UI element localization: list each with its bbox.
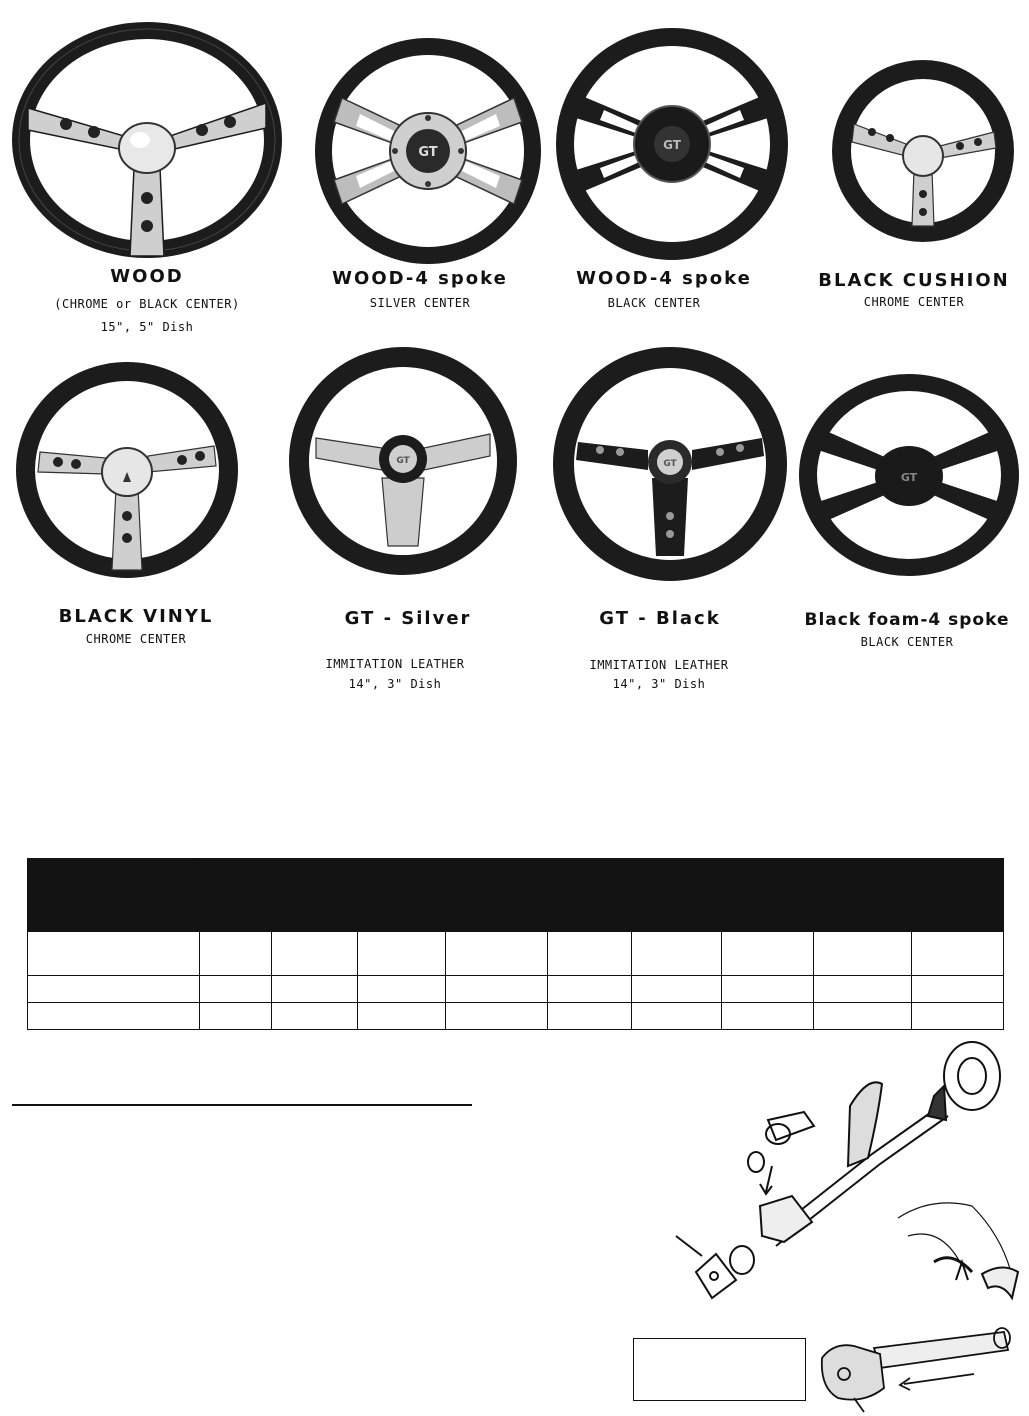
wood-steering-wheel-image (6, 18, 288, 262)
black-vinyl-wheel-image (14, 360, 240, 580)
wheel-1-subtitle-2: 15", 5" Dish (100, 320, 194, 334)
table-header-cell (28, 859, 200, 932)
svg-text:GT: GT (663, 138, 681, 152)
wheel-7-subtitle-1: IMMITATION LEATHER (589, 658, 729, 672)
wheel-5-subtitle-1: CHROME CENTER (85, 632, 187, 646)
wheel-8-subtitle-1: BLACK CENTER (860, 635, 954, 649)
gt-black-wheel-image (550, 346, 790, 582)
steering-column-diagram (672, 1036, 1024, 1312)
table-header-cell (200, 859, 1004, 932)
blank-label-box (633, 1338, 806, 1401)
wheel-4-subtitle-1: CHROME CENTER (863, 295, 965, 309)
wheel-5-title: BLACK VINYL (58, 606, 214, 627)
wheel-1-subtitle-1: (CHROME or BLACK CENTER) (54, 297, 240, 311)
black-foam-4-spoke-wheel-image (798, 372, 1020, 578)
wood-4-spoke-black-wheel-image (554, 26, 790, 262)
wheel-3-subtitle-1: BLACK CENTER (607, 296, 701, 310)
spec-table (27, 858, 1004, 1030)
gt-silver-wheel-image (286, 346, 520, 576)
wheel-3-title: WOOD-4 spoke (576, 268, 752, 289)
wheel-2-subtitle-1: SILVER CENTER (369, 296, 471, 310)
wheel-1-title: WOOD (110, 266, 184, 287)
wheel-4-title: BLACK CUSHION (818, 270, 1010, 291)
wheel-6-subtitle-1: IMMITATION LEATHER (325, 657, 465, 671)
wheel-7-title: GT - Black (599, 608, 721, 629)
svg-text:GT: GT (663, 459, 677, 469)
svg-text:GT: GT (418, 145, 438, 160)
wheel-2-title: WOOD-4 spoke (332, 268, 508, 289)
table-header-row (28, 859, 1004, 932)
black-cushion-wheel-image (830, 58, 1016, 244)
table-row (28, 932, 1004, 976)
wheel-6-title: GT - Silver (344, 608, 472, 629)
wheel-8-title: Black foam-4 spoke (804, 610, 1010, 630)
column-install-diagram (814, 1318, 1024, 1414)
svg-text:GT: GT (900, 471, 918, 484)
wheel-6-subtitle-2: 14", 3" Dish (348, 677, 442, 691)
table-row (28, 1003, 1004, 1030)
table-row (28, 976, 1004, 1003)
wood-4-spoke-silver-wheel-image (312, 36, 544, 266)
svg-text:GT: GT (396, 456, 410, 466)
section-divider (12, 1104, 472, 1106)
wheel-7-subtitle-2: 14", 3" Dish (612, 677, 706, 691)
